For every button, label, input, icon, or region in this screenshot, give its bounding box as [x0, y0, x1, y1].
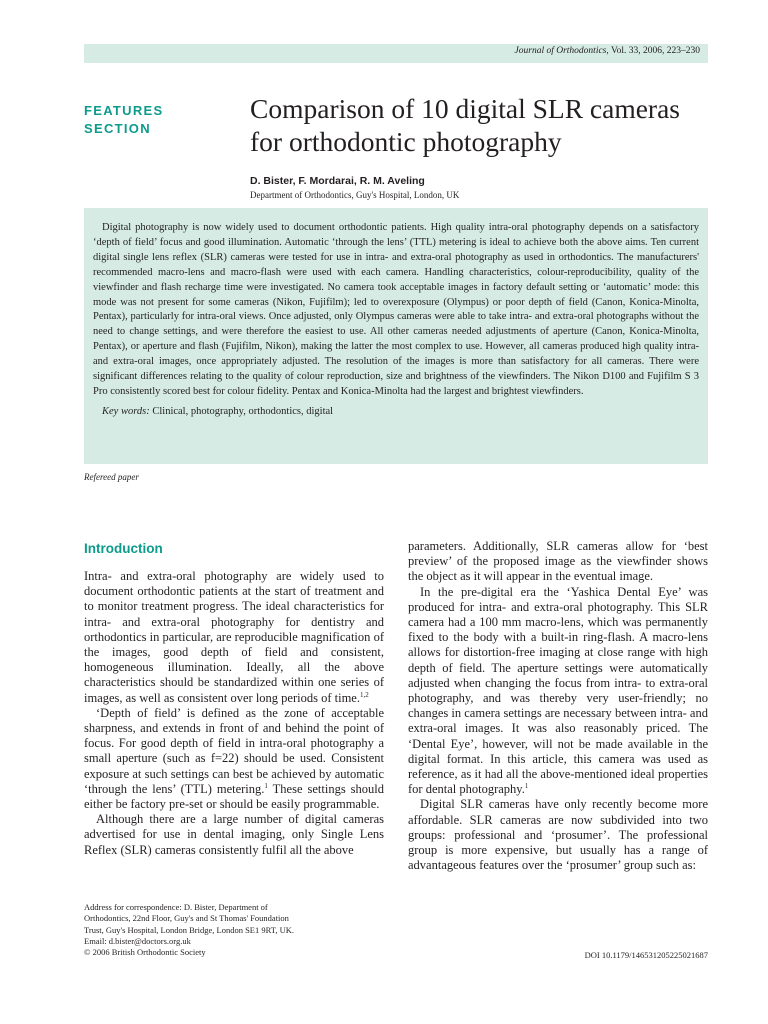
article-title-line1: Comparison of 10 digital SLR cameras: [250, 93, 680, 124]
citation-1: 1: [264, 781, 268, 790]
intro-paragraph-1-text: Intra- and extra-oral photography are widely used to document orthodontic patients at the start of treatment and to monitor treatment progress. The ideal characteristics for intra- and extra-oral photography for dentistry and orthodontics in particular, are reproducible magnification of the images, good depth of field and consistent, homogeneous illumination. Ideally, all the above characteristics should be standardized within one series of images, as well as consistent over long periods of time.: [84, 569, 384, 705]
refereed-label: Refereed paper: [84, 472, 139, 482]
right-paragraph-2-text: In the pre-digital era the ‘Yashica Dental Eye’ was produced for intra- and extra-oral photography. This SLR camera had a 100 mm macro-lens, which was permanently fixed to the body with a built-in ring-flash. A macro-lens allows for distortion-free imaging at close range with high depth of field. The aperture settings were automatically adjusted when changing the focus from intra- to extra-oral photography, and was thereby very user-friendly; no changes in camera settings are necessary between intra- and extra-oral images. It was also reasonably priced. The ‘Dental Eye’, however, will not be made available in the digital format. In this article, this camera was used as reference, as it had all the above-mentioned ideal properties for dental photography.: [408, 584, 708, 797]
intro-paragraph-2: [84, 706, 384, 812]
article-title: [250, 92, 710, 158]
right-column: [408, 539, 708, 873]
left-column: [84, 539, 384, 858]
section-label: [84, 102, 204, 138]
right-paragraph-2: [408, 585, 708, 798]
address-line-3: Trust, Guy's Hospital, London Bridge, London SE1 9RT, UK.: [84, 924, 294, 935]
section-label-line1: FEATURES: [84, 103, 164, 118]
doi: DOI 10.1179/146531205225021687: [584, 950, 708, 960]
abstract-text: Digital photography is now widely used to document orthodontic patients. High quality intra-oral photography depends on a satisfactory ‘depth of field’ focus and good illumination. Automatic ‘through the lens’ (TTL) metering is ideal to achieve both the above aims. Ten current digital single lens reflex (SLR) cameras were tested for use in intra- and extra-oral photography as used in orthodontics. The manufacturers' recommended macro-lens and macro-flash were used with each camera. Handling characteristics, colour-reproducibility, quality of the viewfinder and flash recharge time were investigated. No camera took acceptable images in factory default setting or ‘automatic’ mode: this mode was not present for some cameras (Nikon, Fujifilm); led to overexposure (Olympus) or poor depth of field (Canon, Konica-Minolta, Pentax), particularly for intra-oral views. Once adjusted, only Olympus cameras were able to take intra- and extra-oral photographs without the need to change settings, and were therefore the easiest to use. All other cameras needed adjustments of aperture (Canon, Konica-Minolta, Pentax), or aperture and flash (Fujifilm, Nikon), making the latter the most complex to use. However, all cameras produced high quality intra- and extra-oral images, once appropriately adjusted. The resolution of the images is more than satisfactory for all cameras. There were significant differences relating to the quality of colour reproduction, size and brightness of the viewfinders. The Nikon D100 and Fujifilm S 3 Pro consistently scored best for colour fidelity. Pentax and Konica-Minolta had the largest and brightest viewfinders.: [93, 222, 699, 397]
intro-paragraph-1: [84, 569, 384, 706]
intro-paragraph-2-text-a: ‘Depth of field’ is defined as the zone of acceptable sharpness, and extends in front of and behind the point of focus. For good depth of field in intra-oral photography a small aperture (such as f=22) should be used. Consistent exposure at such settings can best be achieved by automatic ‘through the lens’ (TTL) metering.: [84, 705, 384, 796]
citation-1-right: 1: [524, 782, 529, 791]
keywords: [93, 406, 699, 417]
keywords-list: Clinical, photography, orthodontics, digital: [152, 405, 334, 417]
affiliation: Department of Orthodontics, Guy's Hospital, London, UK: [250, 190, 460, 200]
journal-header-bar: [84, 44, 708, 63]
journal-reference: [515, 46, 700, 56]
journal-name: Journal of Orthodontics: [514, 46, 607, 56]
article-title-line2: for orthodontic photography: [250, 126, 562, 157]
right-paragraph-3: Digital SLR cameras have only recently become more affordable. SLR cameras are now subdivided into two groups: professional and ‘prosumer’. The professional group is more expensive, but usually has a range of advantageous features over the ‘prosumer’ group such as:: [408, 797, 708, 873]
intro-paragraph-3: Although there are a large number of digital cameras advertised for use in dental imaging, only Single Lens Reflex (SLR) cameras consistently fulfil all the above: [84, 812, 384, 857]
introduction-heading: Introduction: [84, 541, 163, 556]
correspondence-address: [84, 902, 384, 958]
email: Email: d.bister@doctors.org.uk: [84, 935, 191, 946]
keywords-label: Key words:: [102, 405, 150, 417]
abstract-box: [84, 208, 708, 464]
right-paragraph-1: parameters. Additionally, SLR cameras allow for ‘best preview’ of the proposed image as the viewfinder shows the object as it will appear in the eventual image.: [408, 539, 708, 584]
address-line-1: Address for correspondence: D. Bister, Department of: [84, 902, 268, 912]
address-line-2: Orthodontics, 22nd Floor, Guy's and St Thomas' Foundation: [84, 913, 289, 924]
authors: D. Bister, F. Mordarai, R. M. Aveling: [250, 175, 425, 187]
copyright: © 2006 British Orthodontic Society: [84, 947, 206, 958]
citation-1-2: 1,2: [359, 690, 369, 699]
journal-details: , Vol. 33, 2006, 223–230: [606, 46, 700, 56]
section-label-line2: SECTION: [84, 121, 151, 136]
intro-paragraph-2-text-b: These settings should either be factory pre-set or should be easily programmable.: [84, 781, 384, 812]
